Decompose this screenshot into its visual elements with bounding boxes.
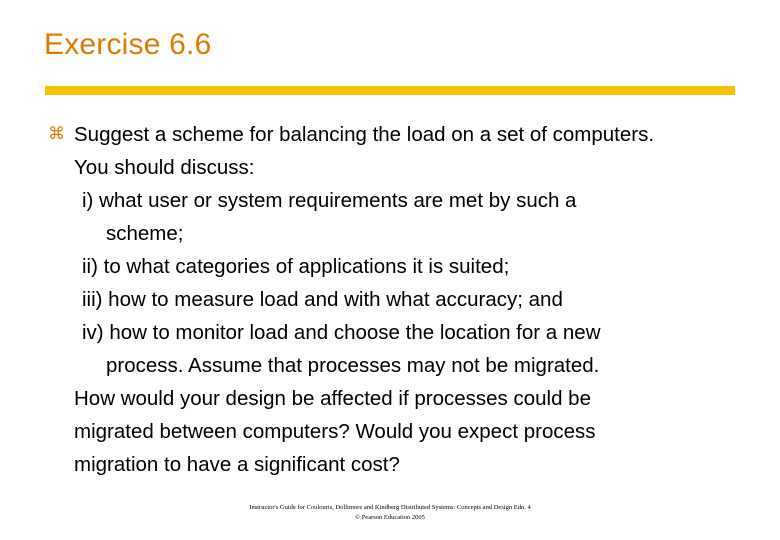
command-bullet-icon: ⌘ [48,124,65,144]
sub-item-iv-continued: process. Assume that processes may not be migrated. [106,354,600,377]
bullet-item [40,118,770,481]
title-divider [45,86,735,95]
exercise-body [40,118,770,481]
sub-item-iii: iii) how to measure load and with what accuracy; and [82,288,563,311]
closing-line: migration to have a significant cost? [74,453,400,476]
closing-line: How would your design be affected if processes could be [74,387,591,410]
sub-item-ii: ii) to what categories of applications it is suited; [82,255,510,278]
sub-item-i: i) what user or system requirements are met by such a [82,189,577,212]
sub-item-i-continued: scheme; [106,222,184,245]
sub-item-iv: iv) how to monitor load and choose the location for a new [82,321,601,344]
bullet-line: You should discuss: [74,156,255,179]
footer-credit: Instructor's Guide for Coulouris, Dollimore and Kindberg Distributed Systems: Concepts and Design Edn. 4 [249,504,531,511]
footer-copyright: © Pearson Education 2005 [355,514,425,521]
closing-line: migrated between computers? Would you expect process [74,420,596,443]
slide-title: Exercise 6.6 [44,28,212,61]
bullet-line: Suggest a scheme for balancing the load on a set of computers. [74,123,655,146]
